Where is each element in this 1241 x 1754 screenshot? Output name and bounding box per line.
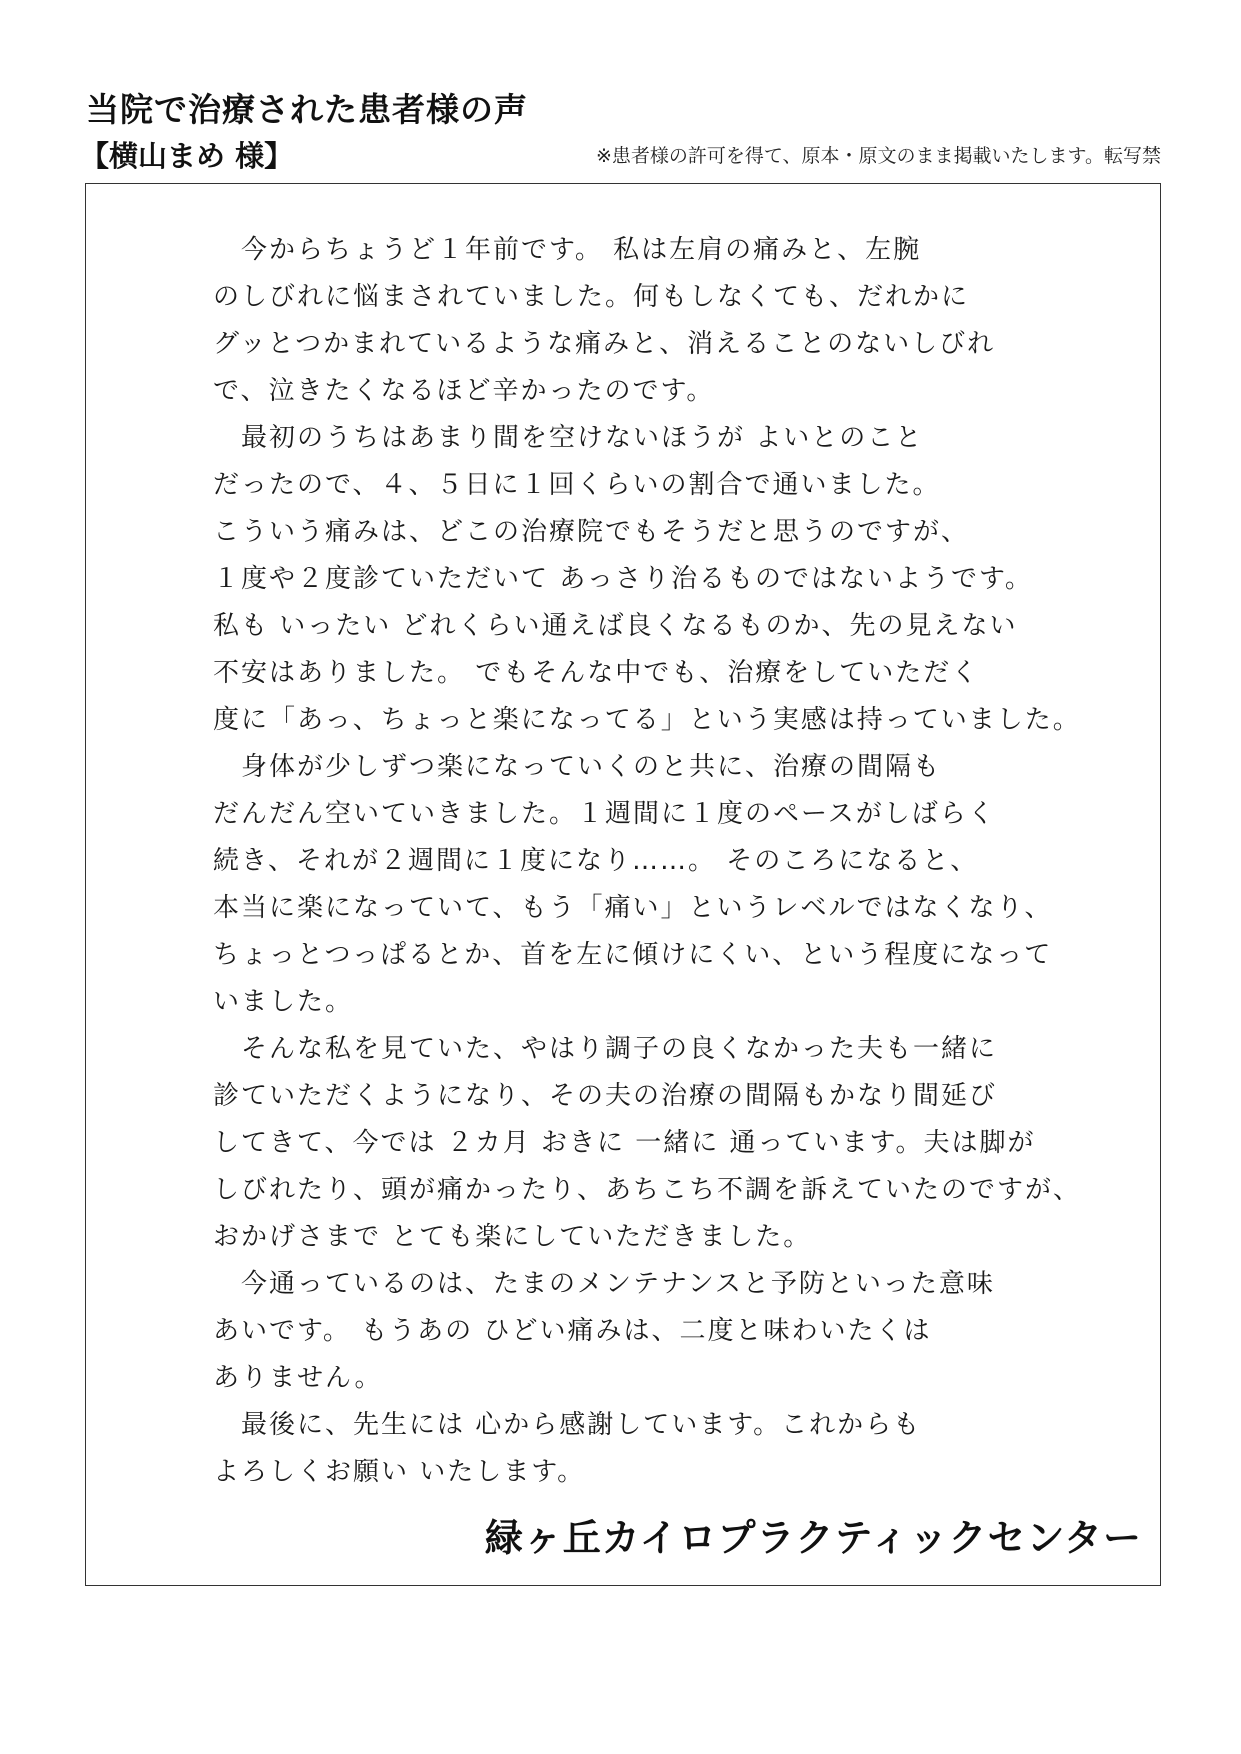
letter-line: おかげさまで とても楽にしていただきました。 xyxy=(213,1222,812,1252)
letter-line: そんな私を見ていた、やはり調子の良くなかった夫も一緒に xyxy=(213,1034,998,1064)
letter-line: 今通っているのは、たまのメンテナンスと予防といった意味 xyxy=(213,1269,995,1299)
letter-line: 最初のうちはあまり間を空けないほうが よいとのこと xyxy=(213,423,924,453)
letter-line: 最後に、先生には 心から感謝しています。これからも xyxy=(213,1410,922,1440)
letter-line: 今からちょうど１年前です。 私は左肩の痛みと、左腕 xyxy=(213,235,922,265)
letter-line: 私も いったい どれくらい通えば良くなるものか、先の見えない xyxy=(213,611,1018,641)
clinic-name: 緑ヶ丘カイロプラクティックセンター xyxy=(484,1516,1142,1560)
letter-line: よろしくお願い いたします。 xyxy=(213,1457,586,1487)
letter-line: ちょっとつっぱるとか、首を左に傾けにくい、という程度になって xyxy=(213,940,1053,970)
handwritten-letter-frame xyxy=(85,183,1161,1586)
letter-line: してきて、今では ２カ月 おきに 一緒に 通っています。夫は脚が xyxy=(213,1128,1036,1158)
letter-line: グッとつかまれているような痛みと、消えることのないしびれ xyxy=(213,329,996,359)
letter-line: で、泣きたくなるほど辛かったのです。 xyxy=(213,376,715,406)
letter-line: だんだん空いていきました。１週間に１度のペースがしばらく xyxy=(213,799,996,829)
letter-line: ありません。 xyxy=(213,1363,383,1393)
letter-line: だったので、４、５日に１回くらいの割合で通いました。 xyxy=(213,470,941,500)
letter-line: １度や２度診ていただいて あっさり治るものではないようです。 xyxy=(213,564,1033,594)
letter-line: しびれたり、頭が痛かったり、あちこち不調を訴えていたのですが、 xyxy=(213,1175,1082,1205)
page-title: 当院で治療された患者様の声 xyxy=(86,90,528,129)
letter-line: 身体が少しずつ楽になっていくのと共に、治療の間隔も xyxy=(213,752,942,782)
letter-line: 診ていただくようになり、その夫の治療の間隔もかなり間延び xyxy=(213,1081,998,1111)
letter-line: のしびれに悩まされていました。何もしなくても、だれかに xyxy=(213,282,970,312)
letter-line: 度に「あっ、ちょっと楽になってる」という実感は持っていました。 xyxy=(213,705,1081,735)
letter-line: いました。 xyxy=(213,987,354,1017)
letter-line: あいです。 もうあの ひどい痛みは、二度と味わいたくは xyxy=(213,1316,932,1346)
letter-line: 本当に楽になっていて、もう「痛い」というレベルではなくなり、 xyxy=(213,893,1053,923)
permission-note: ※患者様の許可を得て、原本・原文のまま掲載いたします。転写禁 xyxy=(595,145,1161,167)
letter-line: こういう痛みは、どこの治療院でもそうだと思うのですが、 xyxy=(213,517,970,547)
letter-line: 不安はありました。 でもそんな中でも、治療をしていただく xyxy=(213,658,980,688)
patient-name: 【横山まめ 様】 xyxy=(80,139,294,173)
letter-line: 続き、それが２週間に１度になり……。 そのころになると、 xyxy=(213,846,979,876)
handwritten-letter-body xyxy=(213,227,1143,1496)
